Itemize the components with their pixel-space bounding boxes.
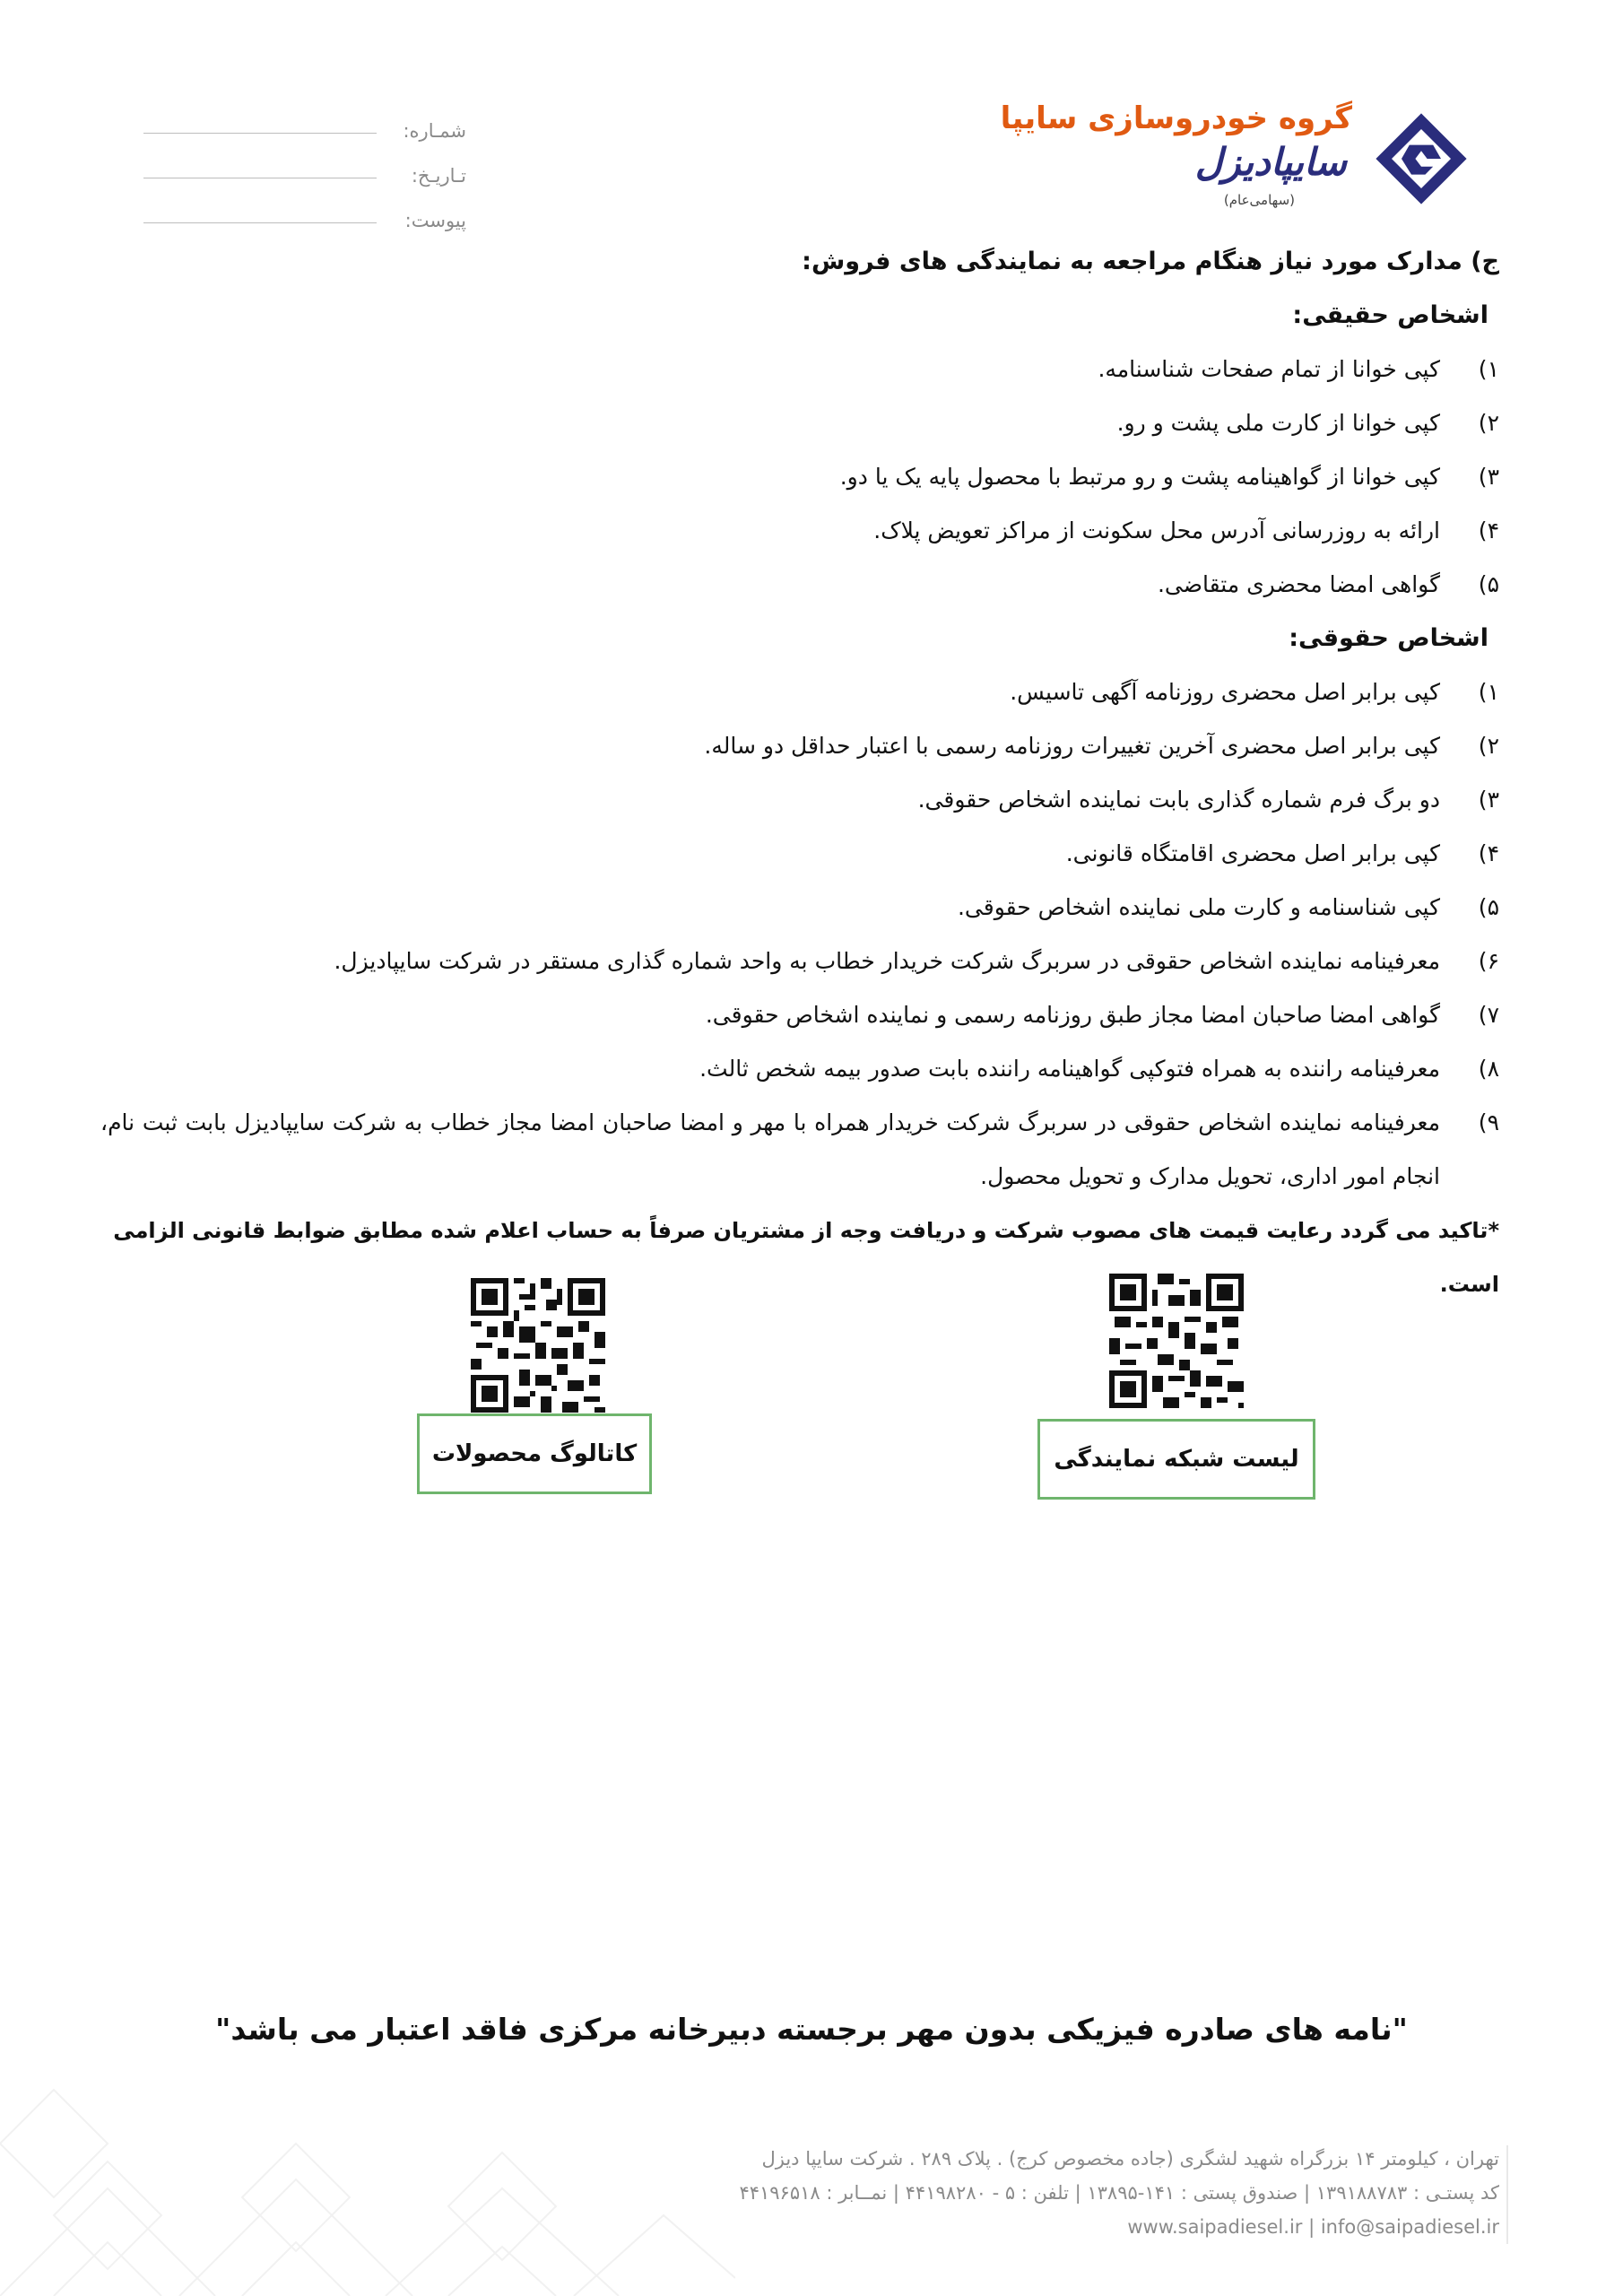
item-number: ۵) [1478,894,1499,920]
item-number: ۱) [1478,679,1499,705]
company-logo [1000,97,1471,213]
stamp-notice: "نامه های صادره فیزیکی بدون مهر برجسته دبیرخانه مرکزی فاقد اعتبار می باشد" [215,2012,1408,2047]
item-text: کپی برابر اصل محضری آخرین تغییرات روزنامه رسمی با اعتبار حداقل دو ساله. [704,733,1440,759]
list-item [100,881,1499,935]
attachment-field [143,187,466,231]
natural-persons-title: اشخاص حقیقی: [1292,301,1488,329]
item-number: ۶) [1478,948,1499,974]
attachment-label: پیوست: [404,210,466,231]
date-field [143,142,466,187]
item-text: معرفینامه راننده به همراه فتوکپی گواهینامه راننده بابت صدور بیمه شخص ثالث. [699,1056,1440,1082]
footer-contact: کد پستـی : ۱۳۹۱۸۸۷۸۳ | صندوق پستی : ۱۴۱-۱۳۸۹۵ | تلفن : ۵ - ۴۴۱۹۸۲۸۰ | نمــابر : ۴۴۱۹۶۵۱۸ [739,2182,1499,2204]
number-label: شمـاره: [403,120,466,142]
date-label: تـاریـخ: [411,165,466,187]
logo-brand-name: سایپادیزل [1194,140,1347,184]
item-text: کپی برابر اصل محضری اقامتگاه قانونی. [1065,840,1440,866]
item-text: معرفینامه نماینده اشخاص حقوقی در سربرگ شرکت خریدار خطاب به واحد شماره گذاری مستقر در شرکت سایپادیزل. [334,948,1440,974]
dealers-qr-code[interactable] [1109,1274,1244,1408]
item-number: ۹) [1478,1109,1499,1135]
item-number: ۱) [1478,356,1499,382]
item-text: کپی برابر اصل محضری روزنامه آگهی تاسیس. [1010,679,1440,705]
item-text: معرفینامه نماینده اشخاص حقوقی در سربرگ شرکت خریدار همراه با مهر و امضا صاحبان امضا مجاز خطاب به شرکت سایپادیزل بابت ثبت نام، انجام امور اداری، تحویل مدارک و تحویل محصول. [100,1109,1440,1189]
list-item [100,343,1499,396]
list-item [100,988,1499,1042]
list-item [100,935,1499,988]
list-item [100,827,1499,881]
list-item [100,450,1499,504]
item-text: گواهی امضا صاحبان امضا مجاز طبق روزنامه رسمی و نماینده اشخاص حقوقی. [705,1002,1440,1028]
item-number: ۴) [1478,517,1499,544]
item-text: دو برگ فرم شماره گذاری بابت نماینده اشخاص حقوقی. [917,787,1440,813]
footer [513,2142,1499,2244]
item-number: ۷) [1478,1002,1499,1028]
item-number: ۳) [1478,787,1499,813]
list-item [100,396,1499,450]
item-text: ارائه به روزرسانی آدرس محل سکونت از مراکز تعویض پلاک. [873,517,1440,544]
number-line [143,133,377,134]
number-field [143,97,466,142]
attachment-line [143,222,377,223]
pricing-note: *تاکید می گردد رعایت قیمت های مصوب شرکت و دریافت وجه از مشتریان صرفاً به حساب اعلام شده مطابق ضوابط قانونی الزامی است. [113,1218,1499,1297]
item-text: کپی خوانا از گواهینامه پشت و رو مرتبط با محصول پایه یک یا دو. [839,464,1440,490]
product-catalog-button[interactable]: کاتالوگ محصولات [417,1413,652,1494]
item-number: ۴) [1478,840,1499,866]
item-text: کپی خوانا از تمام صفحات شناسنامه. [1098,356,1440,382]
natural-persons-list [100,343,1499,612]
footer-address: تهران ، کیلومتر ۱۴ بزرگراه شهید لشگری (جاده مخصوص کرج) . پلاک ۲۸۹ . شرکت سایپا دیزل [761,2148,1499,2170]
list-item [100,1096,1499,1204]
catalog-qr-code[interactable] [471,1278,605,1413]
item-number: ۳) [1478,464,1499,490]
item-number: ۸) [1478,1056,1499,1082]
legal-persons-title: اشخاص حقوقی: [1289,624,1488,652]
letter-body [100,235,1499,1311]
item-text: کپی شناسنامه و کارت ملی نماینده اشخاص حقوقی. [957,894,1440,920]
item-number: ۲) [1478,410,1499,436]
list-item [100,665,1499,719]
item-text: گواهی امضا محضری متقاضی. [1157,571,1440,597]
list-item [100,558,1499,612]
footer-web: www.saipadiesel.ir | info@saipadiesel.ir [1127,2216,1499,2238]
section-title: ج) مدارک مورد نیاز هنگام مراجعه به نمایندگی های فروش: [802,248,1499,275]
list-item [100,1042,1499,1096]
list-item [100,773,1499,827]
letter-meta [143,97,466,231]
logo-subtitle: (سهامی‌عام) [1223,192,1295,208]
legal-persons-list [100,665,1499,1204]
dealer-network-button[interactable]: لیست شبکه نمایندگی [1037,1419,1315,1500]
footer-divider [1506,2145,1508,2244]
item-number: ۵) [1478,571,1499,597]
emblem-icon [1372,109,1471,208]
item-number: ۲) [1478,733,1499,759]
list-item [100,719,1499,773]
item-text: کپی خوانا از کارت ملی پشت و رو. [1116,410,1440,436]
logo-group-name: گروه خودروسازی سایپا [1000,100,1352,136]
list-item [100,504,1499,558]
